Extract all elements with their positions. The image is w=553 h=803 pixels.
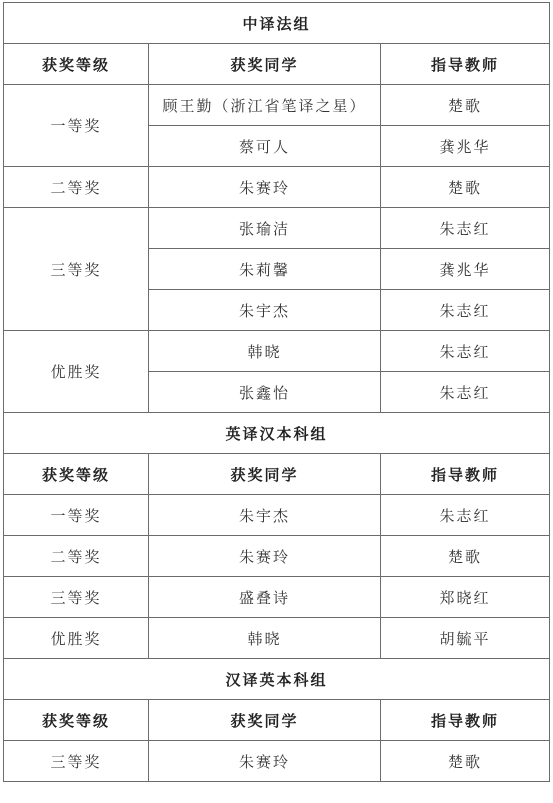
student-cell: 张鑫怡 bbox=[149, 372, 381, 413]
header-teacher: 指导教师 bbox=[381, 700, 550, 741]
header-teacher: 指导教师 bbox=[381, 44, 550, 85]
header-student: 获奖同学 bbox=[149, 700, 381, 741]
header-teacher: 指导教师 bbox=[381, 454, 550, 495]
teacher-cell: 朱志红 bbox=[381, 290, 550, 331]
header-student: 获奖同学 bbox=[149, 44, 381, 85]
award-level-cell: 优胜奖 bbox=[4, 618, 149, 659]
student-cell: 顾王勤（浙江省笔译之星） bbox=[149, 85, 381, 126]
award-level-cell: 一等奖 bbox=[4, 85, 149, 167]
teacher-cell: 朱志红 bbox=[381, 495, 550, 536]
student-cell: 朱赛玲 bbox=[149, 741, 381, 782]
student-cell: 朱赛玲 bbox=[149, 536, 381, 577]
student-cell: 盛叠诗 bbox=[149, 577, 381, 618]
table-row bbox=[4, 618, 550, 659]
student-cell: 朱赛玲 bbox=[149, 167, 381, 208]
teacher-cell: 龚兆华 bbox=[381, 126, 550, 167]
student-cell: 朱莉馨 bbox=[149, 249, 381, 290]
award-level-cell: 三等奖 bbox=[4, 208, 149, 331]
header-level: 获奖等级 bbox=[4, 700, 149, 741]
teacher-cell: 楚歌 bbox=[381, 85, 550, 126]
table-row bbox=[4, 741, 550, 782]
award-level-cell: 三等奖 bbox=[4, 741, 149, 782]
teacher-cell: 楚歌 bbox=[381, 741, 550, 782]
teacher-cell: 朱志红 bbox=[381, 372, 550, 413]
award-level-cell: 优胜奖 bbox=[4, 331, 149, 413]
student-cell: 朱宇杰 bbox=[149, 290, 381, 331]
teacher-cell: 楚歌 bbox=[381, 167, 550, 208]
teacher-cell: 郑晓红 bbox=[381, 577, 550, 618]
table-row bbox=[4, 536, 550, 577]
section-title-row bbox=[4, 3, 550, 44]
award-level-cell: 二等奖 bbox=[4, 536, 149, 577]
header-level: 获奖等级 bbox=[4, 44, 149, 85]
section-title-row bbox=[4, 413, 550, 454]
awards-table bbox=[3, 2, 550, 782]
table-row bbox=[4, 85, 550, 126]
award-level-cell: 一等奖 bbox=[4, 495, 149, 536]
table-row bbox=[4, 495, 550, 536]
header-student: 获奖同学 bbox=[149, 454, 381, 495]
header-row bbox=[4, 700, 550, 741]
table-row bbox=[4, 331, 550, 372]
student-cell: 蔡可人 bbox=[149, 126, 381, 167]
student-cell: 朱宇杰 bbox=[149, 495, 381, 536]
student-cell: 韩晓 bbox=[149, 331, 381, 372]
header-level: 获奖等级 bbox=[4, 454, 149, 495]
header-row bbox=[4, 454, 550, 495]
award-level-cell: 三等奖 bbox=[4, 577, 149, 618]
teacher-cell: 朱志红 bbox=[381, 208, 550, 249]
section-title: 中译法组 bbox=[4, 3, 550, 44]
section-title-row bbox=[4, 659, 550, 700]
section-title: 英译汉本科组 bbox=[4, 413, 550, 454]
teacher-cell: 龚兆华 bbox=[381, 249, 550, 290]
teacher-cell: 楚歌 bbox=[381, 536, 550, 577]
student-cell: 张瑜洁 bbox=[149, 208, 381, 249]
teacher-cell: 胡毓平 bbox=[381, 618, 550, 659]
header-row bbox=[4, 44, 550, 85]
student-cell: 韩晓 bbox=[149, 618, 381, 659]
table-row bbox=[4, 167, 550, 208]
section-title: 汉译英本科组 bbox=[4, 659, 550, 700]
award-level-cell: 二等奖 bbox=[4, 167, 149, 208]
teacher-cell: 朱志红 bbox=[381, 331, 550, 372]
table-row bbox=[4, 577, 550, 618]
table-row bbox=[4, 208, 550, 249]
